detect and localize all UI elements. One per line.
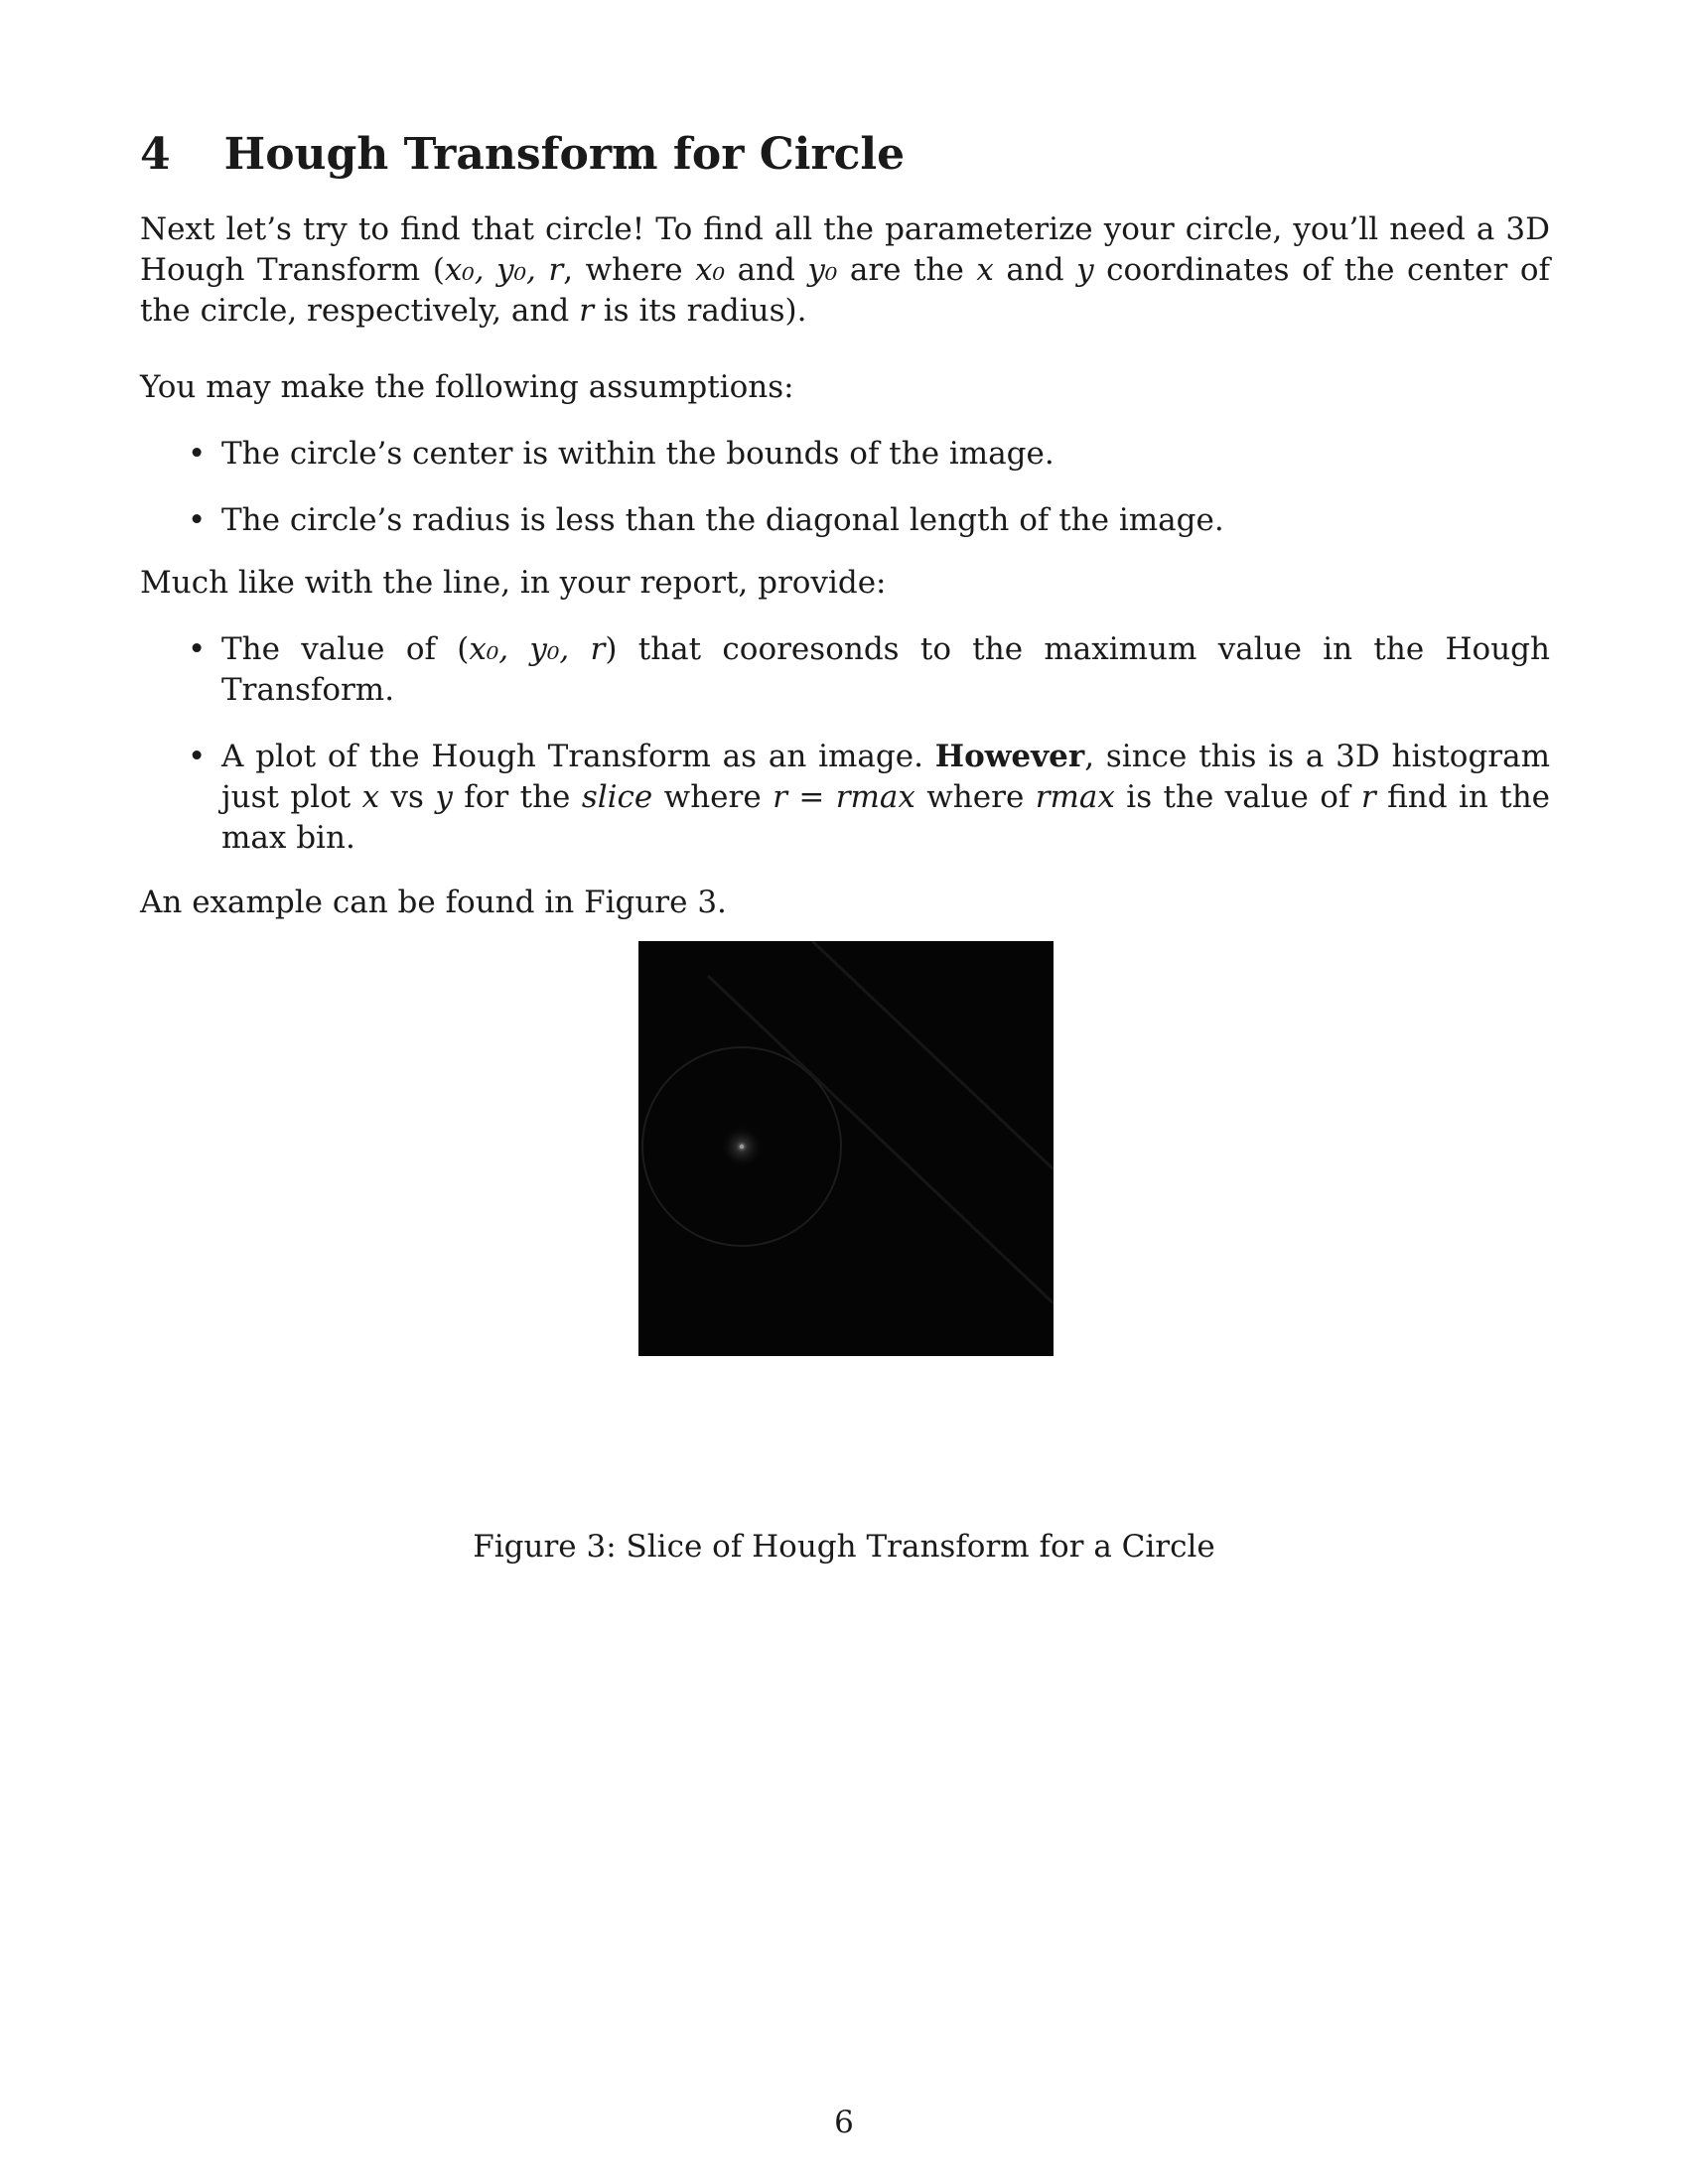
math-x: x	[361, 779, 380, 815]
section-number: 4	[140, 129, 171, 180]
hough-transform-image	[638, 941, 1054, 1356]
intro-text-3: and	[725, 252, 808, 288]
report-item2-vs: vs	[379, 779, 436, 815]
math-y0: y₀	[807, 252, 838, 288]
report-item2-text-6: is the value of	[1114, 779, 1361, 815]
bold-however: However	[934, 739, 1085, 774]
figure-3	[0, 941, 1688, 1358]
list-item	[140, 737, 1550, 859]
report-intro: Much like with the line, in your report, provide:	[140, 565, 887, 601]
math-tuple: x₀, y₀, r	[469, 631, 606, 667]
section-title: Hough Transform for Circle	[223, 129, 906, 180]
report-item2-text-1: A plot of the Hough Transform as an image.	[221, 739, 935, 774]
section-heading	[140, 129, 1550, 180]
list-item: • The circle’s radius is less than the diagonal length of the image.	[140, 500, 1550, 541]
report-item2-text-3: for the	[452, 779, 582, 815]
report-item2-text-2: , since this is a 3D histogram just plot	[221, 739, 1550, 815]
intro-text-6: coordinates of the center of the circle, respectively, and	[140, 252, 1550, 329]
figure-caption: Figure 3: Slice of Hough Transform for a Circle	[473, 1529, 1215, 1565]
math-y: y	[1076, 252, 1094, 288]
hough-peak	[740, 1145, 744, 1149]
math-x0: x₀	[695, 252, 726, 288]
math-x: x	[976, 252, 994, 288]
page-content	[140, 129, 1550, 959]
math-y: y	[435, 779, 453, 815]
italic-slice: slice	[581, 779, 653, 815]
intro-text-5: and	[993, 252, 1077, 288]
page-number: 6	[834, 2105, 854, 2140]
assumptions-list	[140, 434, 1550, 541]
math-rmax: rmax	[1035, 779, 1115, 815]
list-item	[140, 629, 1550, 711]
image-background	[638, 941, 1054, 1356]
assumptions-intro: You may make the following assumptions:	[140, 369, 794, 405]
intro-text-2: , where	[563, 252, 696, 288]
example-sentence: An example can be found in Figure 3.	[140, 885, 727, 920]
report-list	[140, 629, 1550, 859]
intro-text-4: are the	[837, 252, 977, 288]
report-item2-text-5: where	[914, 779, 1036, 815]
report-item2-text-7: find in the max bin.	[221, 779, 1551, 856]
math-equation: r = rmax	[773, 779, 915, 815]
list-item: • The circle’s center is within the bounds of the image.	[140, 434, 1550, 475]
math-r: r	[579, 293, 594, 329]
report-item1-text-1: The value of (	[221, 631, 470, 667]
intro-text-1: Next let’s try to find that circle! To find all the parameterize your circle, you’ll need a 3D Hough Transform (	[140, 211, 1550, 288]
report-item2-text-4: where	[652, 779, 774, 815]
math-tuple: x₀, y₀, r	[444, 252, 564, 288]
intro-paragraph	[140, 209, 1550, 332]
intro-text-7: is its radius).	[593, 293, 807, 329]
report-item1-text-2: ) that cooresonds to the maximum value in the Hough Transform.	[221, 631, 1550, 708]
math-r: r	[1360, 779, 1376, 815]
